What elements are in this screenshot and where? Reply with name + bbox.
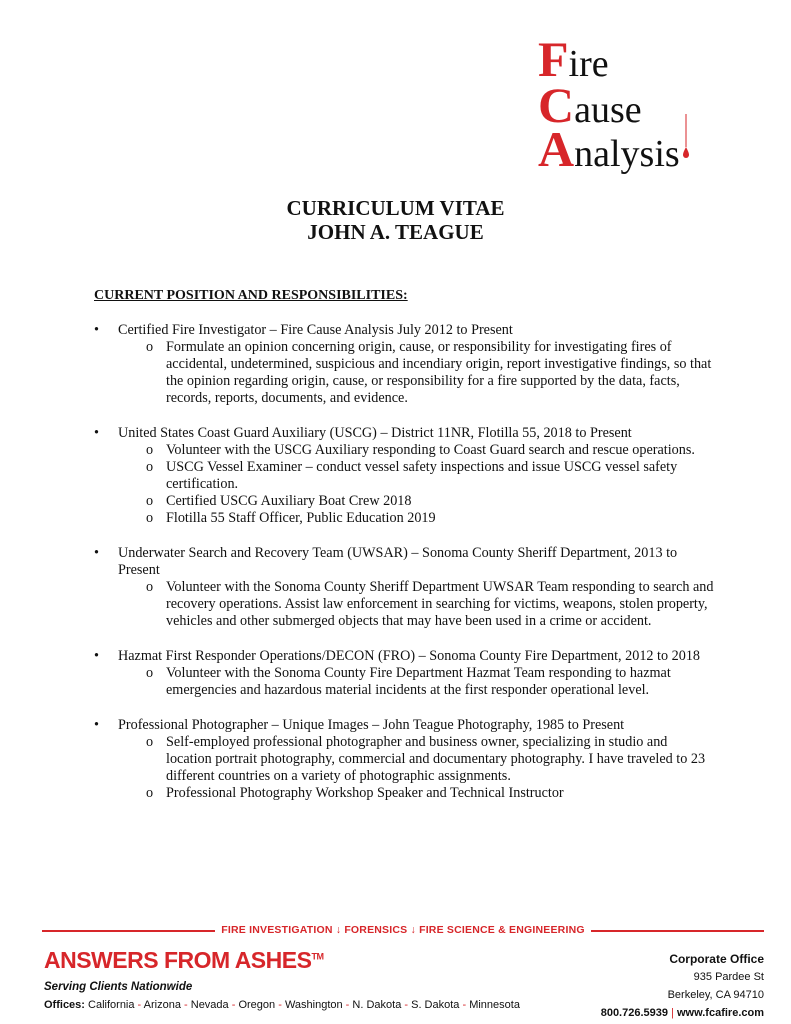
circle-bullet-icon: o bbox=[146, 665, 154, 681]
positions-list bbox=[94, 322, 714, 820]
office-location: S. Dakota bbox=[411, 999, 460, 1011]
detail-text: Volunteer with the USCG Auxiliary responding to Coast Guard search and rescue operations. bbox=[166, 442, 695, 458]
circle-bullet-icon: o bbox=[146, 579, 154, 595]
position-details bbox=[118, 665, 714, 699]
office-location: Nevada bbox=[190, 999, 229, 1011]
page-footer bbox=[0, 925, 791, 1024]
section-heading: CURRENT POSITION AND RESPONSIBILITIES: bbox=[94, 288, 408, 303]
circle-bullet-icon: o bbox=[146, 734, 154, 750]
position-details bbox=[118, 339, 714, 407]
position-details bbox=[118, 734, 714, 802]
detail-text: USCG Vessel Examiner – conduct vessel safety inspections and issue USCG vessel safety certification. bbox=[166, 459, 678, 492]
detail-text: Certified USCG Auxiliary Boat Crew 2018 bbox=[166, 493, 412, 509]
position-title: United States Coast Guard Auxiliary (USCG) – District 11NR, Flotilla 55, 2018 to Present bbox=[118, 425, 632, 441]
corp-street: 935 Pardee St bbox=[693, 971, 764, 983]
position-title: Underwater Search and Recovery Team (UWSAR) – Sonoma County Sheriff Department, 2013 to Present bbox=[118, 545, 678, 578]
phone-number: 800.726.5939 bbox=[600, 1007, 668, 1019]
office-location: Arizona bbox=[143, 999, 181, 1011]
company-logo bbox=[538, 31, 708, 177]
footer-tagline-bar bbox=[42, 925, 764, 937]
detail-item bbox=[146, 579, 714, 630]
office-location: California bbox=[88, 999, 135, 1011]
detail-item bbox=[146, 459, 714, 493]
office-location: Washington bbox=[284, 999, 343, 1011]
detail-item bbox=[146, 785, 714, 802]
position-item bbox=[94, 648, 714, 699]
position-title: Professional Photographer – Unique Images – John Teague Photography, 1985 to Present bbox=[118, 717, 625, 733]
circle-bullet-icon: o bbox=[146, 785, 154, 801]
corp-contact: 800.726.5939 | www.fcafire.com bbox=[600, 1007, 764, 1019]
office-location: Minnesota bbox=[469, 999, 520, 1011]
position-item bbox=[94, 425, 714, 527]
bullet-icon: • bbox=[94, 648, 99, 664]
circle-bullet-icon: o bbox=[146, 493, 154, 509]
office-location: Oregon bbox=[238, 999, 276, 1011]
position-title: Hazmat First Responder Operations/DECON (FRO) – Sonoma County Fire Department, 2012 to 2018 bbox=[118, 648, 701, 664]
bullet-icon: • bbox=[94, 425, 99, 441]
logo-line-analysis: Analysis bbox=[538, 121, 680, 177]
website-link[interactable]: www.fcafire.com bbox=[676, 1007, 764, 1019]
bullet-icon: • bbox=[94, 322, 99, 338]
title-line-name: JOHN A. TEAGUE bbox=[307, 220, 484, 244]
offices-list: Offices: California - Arizona - Nevada - Oregon - Washington - N. Dakota - S. Dakota - Minnesota bbox=[44, 999, 520, 1011]
detail-text: Professional Photography Workshop Speaker and Technical Instructor bbox=[166, 785, 564, 801]
logo-line-fire: Fire bbox=[538, 31, 609, 87]
circle-bullet-icon: o bbox=[146, 442, 154, 458]
office-location: N. Dakota bbox=[352, 999, 402, 1011]
position-item bbox=[94, 717, 714, 802]
detail-text: Flotilla 55 Staff Officer, Public Education 2019 bbox=[166, 510, 436, 526]
detail-item bbox=[146, 510, 714, 527]
bullet-icon: • bbox=[94, 545, 99, 561]
circle-bullet-icon: o bbox=[146, 339, 154, 355]
circle-bullet-icon: o bbox=[146, 510, 154, 526]
detail-item bbox=[146, 442, 714, 459]
detail-text: Formulate an opinion concerning origin, cause, or responsibility for investigating fires of accidental, undetermined, suspicious and incendiary origin, report investigative findings, so that the opinion regarding origin, cause, or responsibility for a fire supported by the data, facts, records, reports, documents, and evidence. bbox=[166, 339, 712, 406]
position-details bbox=[118, 579, 714, 630]
brand-slogan: ANSWERS FROM ASHES™ bbox=[44, 947, 324, 973]
footer-tagline: FIRE INVESTIGATION ↓ FORENSICS ↓ FIRE SCIENCE & ENGINEERING bbox=[42, 924, 764, 936]
detail-text: Volunteer with the Sonoma County Fire Department Hazmat Team responding to hazmat emergencies and hazardous material incidents at the first responder operational level. bbox=[166, 665, 671, 698]
detail-text: Volunteer with the Sonoma County Sheriff Department UWSAR Team responding to search and recovery operations. Assist law enforcement in searching for victims, weapons, stolen property, vehicles and other submerged objects that may have been used in a crime or accident. bbox=[166, 579, 714, 629]
logo-line-cause: Cause bbox=[538, 77, 642, 133]
position-item bbox=[94, 545, 714, 630]
position-details bbox=[118, 442, 714, 527]
corp-city: Berkeley, CA 94710 bbox=[667, 989, 764, 1001]
title-line-cv: CURRICULUM VITAE bbox=[286, 196, 505, 220]
position-item bbox=[94, 322, 714, 407]
detail-item bbox=[146, 665, 714, 699]
circle-bullet-icon: o bbox=[146, 459, 154, 475]
corp-title: Corporate Office bbox=[669, 952, 764, 966]
detail-item bbox=[146, 493, 714, 510]
serving-text: Serving Clients Nationwide bbox=[44, 981, 193, 993]
bullet-icon: • bbox=[94, 717, 99, 733]
detail-item bbox=[146, 734, 714, 785]
detail-text: Self-employed professional photographer and business owner, specializing in studio and location portrait photography, commercial and documentary photography. I have traveled to 23 different countries on a variety of photographic assignments. bbox=[166, 734, 706, 784]
corporate-address bbox=[601, 950, 764, 1022]
detail-item bbox=[146, 339, 714, 407]
position-title: Certified Fire Investigator – Fire Cause Analysis July 2012 to Present bbox=[118, 322, 513, 338]
drip-icon bbox=[683, 114, 689, 159]
page-title bbox=[0, 196, 791, 244]
